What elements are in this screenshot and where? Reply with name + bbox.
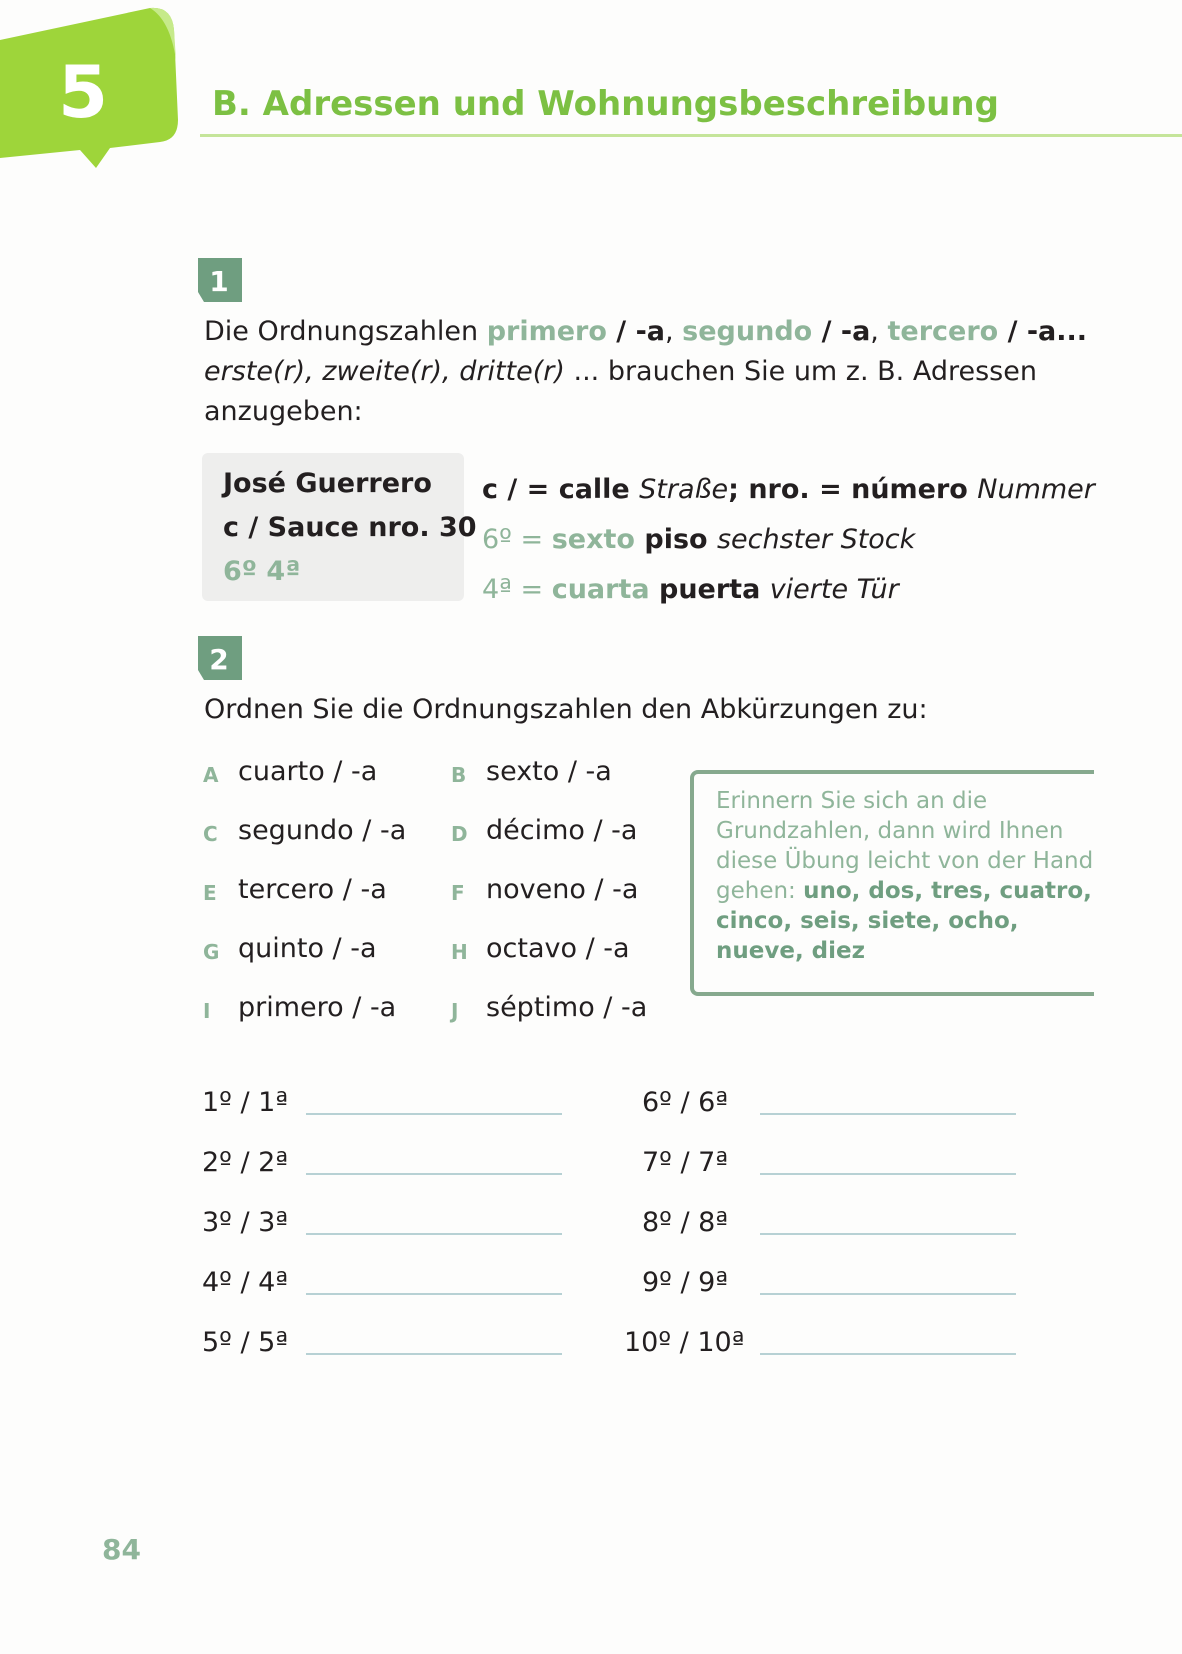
option-letter: I	[203, 999, 211, 1023]
answer-line[interactable]	[306, 1353, 562, 1355]
option-word: octavo / -a	[486, 933, 630, 964]
ordinal-label: 5º / 5ª	[202, 1327, 289, 1358]
option-letter: B	[451, 763, 467, 787]
answer-line[interactable]	[760, 1233, 1016, 1235]
answer-line[interactable]	[306, 1113, 562, 1115]
option-letter: E	[203, 881, 217, 905]
option-letter: H	[451, 940, 468, 964]
option-letter: G	[203, 940, 220, 964]
answer-line[interactable]	[306, 1233, 562, 1235]
option-word: noveno / -a	[486, 874, 639, 905]
option-word: tercero / -a	[238, 874, 387, 905]
exercise-1-number: 1	[209, 265, 229, 298]
answer-line[interactable]	[760, 1113, 1016, 1115]
ordinal-label: 7º / 7ª	[642, 1147, 729, 1178]
ordinal-label: 2º / 2ª	[202, 1147, 289, 1178]
option-word: segundo / -a	[238, 815, 407, 846]
option-word: séptimo / -a	[486, 992, 648, 1023]
hint-numbers: uno, dos, tres, cuatro, cinco, seis, siete, ocho, nueve, diez	[716, 878, 1092, 964]
ordinal-label: 3º / 3ª	[202, 1207, 289, 1238]
title-underline	[200, 134, 1182, 137]
address-floor-door: 6º 4ª	[223, 556, 301, 587]
page-number: 84	[102, 1533, 141, 1566]
legend-row-floor: 6º = sexto piso sechster Stock	[482, 524, 916, 555]
exercise-1-badge	[196, 256, 244, 304]
legend-row-street: c / = calle Straße; nro. = número Nummer	[482, 474, 1095, 505]
ordinal-label: 9º / 9ª	[642, 1267, 729, 1298]
section-title: B. Adressen und Wohnungsbeschreibung	[212, 84, 999, 124]
intro-line-2: erste(r), zweite(r), dritte(r) ... brauchen Sie um z. B. Adressen	[204, 356, 1037, 387]
option-word: cuarto / -a	[238, 756, 378, 787]
answer-line[interactable]	[760, 1293, 1016, 1295]
answer-line[interactable]	[760, 1173, 1016, 1175]
legend-row-door: 4ª = cuarta puerta vierte Tür	[482, 574, 899, 605]
ordinal-label: 6º / 6ª	[642, 1087, 729, 1118]
exercise-2-instruction: Ordnen Sie die Ordnungszahlen den Abkürzungen zu:	[204, 694, 928, 725]
ordinal-label: 1º / 1ª	[202, 1087, 289, 1118]
option-letter: D	[451, 822, 468, 846]
option-letter: F	[451, 881, 465, 905]
option-word: sexto / -a	[486, 756, 612, 787]
option-letter: A	[203, 763, 219, 787]
address-name: José Guerrero	[223, 468, 432, 499]
ordinal-label: 10º / 10ª	[624, 1327, 745, 1358]
chapter-number: 5	[58, 50, 109, 134]
address-street: c / Sauce nro. 30	[223, 512, 477, 543]
answer-line[interactable]	[306, 1293, 562, 1295]
option-letter: C	[203, 822, 218, 846]
option-word: quinto / -a	[238, 933, 377, 964]
option-letter: J	[451, 999, 459, 1023]
intro-line-3: anzugeben:	[204, 396, 363, 427]
option-word: primero / -a	[238, 992, 397, 1023]
intro-line-1: Die Ordnungszahlen primero / -a, segundo / -a, tercero / -a...	[204, 316, 1088, 347]
ordinal-label: 4º / 4ª	[202, 1267, 289, 1298]
answer-line[interactable]	[306, 1173, 562, 1175]
option-word: décimo / -a	[486, 815, 638, 846]
answer-line[interactable]	[760, 1353, 1016, 1355]
exercise-2-badge	[196, 634, 244, 682]
hint-text: Erinnern Sie sich an die Grundzahlen, dann wird Ihnen diese Übung leicht von der Hand gehen: uno, dos, tres, cuatro, cinco, seis, siete, ocho, nueve, diez	[716, 788, 1094, 964]
ordinal-label: 8º / 8ª	[642, 1207, 729, 1238]
exercise-2-number: 2	[209, 643, 229, 676]
